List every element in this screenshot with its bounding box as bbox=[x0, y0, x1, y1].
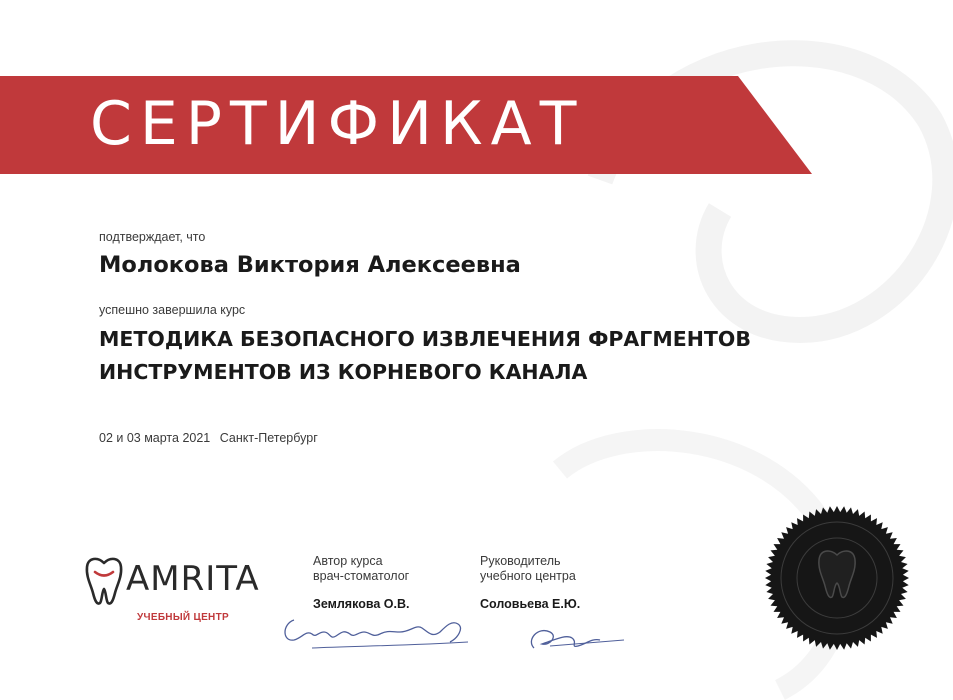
date-place bbox=[99, 431, 324, 445]
course-date: 02 и 03 марта 2021 bbox=[99, 431, 211, 445]
author-name: Землякова О.В. bbox=[313, 597, 410, 611]
course-title-line-1: МЕТОДИКА БЕЗОПАСНОГО ИЗВЛЕЧЕНИЯ ФРАГМЕНТОВ bbox=[99, 327, 751, 351]
recipient-name: Молокова Виктория Алексеевна bbox=[99, 252, 521, 278]
confirms-label: подтверждает, что bbox=[99, 230, 206, 244]
author-signature bbox=[272, 602, 482, 662]
director-signature bbox=[520, 618, 630, 658]
author-role-line-1: Автор курса bbox=[313, 554, 383, 568]
amrita-logo bbox=[84, 553, 264, 628]
seal-stamp bbox=[762, 503, 912, 653]
director-role-line-2: учебного центра bbox=[480, 569, 576, 583]
logo-name: AMRITA bbox=[126, 559, 260, 599]
course-title bbox=[99, 323, 751, 389]
completed-label: успешно завершила курс bbox=[99, 303, 246, 317]
director-name: Соловьева Е.Ю. bbox=[480, 597, 581, 611]
logo-subtitle: УЧЕБНЫЙ ЦЕНТР bbox=[137, 612, 229, 623]
signature-block-director bbox=[480, 554, 580, 612]
author-role-line-2: врач-стоматолог bbox=[313, 569, 410, 583]
tooth-smile-icon bbox=[84, 555, 124, 607]
course-city: Санкт-Петербург bbox=[219, 431, 318, 445]
course-title-line-2: ИНСТРУМЕНТОВ ИЗ КОРНЕВОГО КАНАЛА bbox=[99, 360, 588, 384]
certificate-title: СЕРТИФИКАТ bbox=[90, 89, 585, 159]
director-role-line-1: Руководитель bbox=[480, 554, 561, 568]
